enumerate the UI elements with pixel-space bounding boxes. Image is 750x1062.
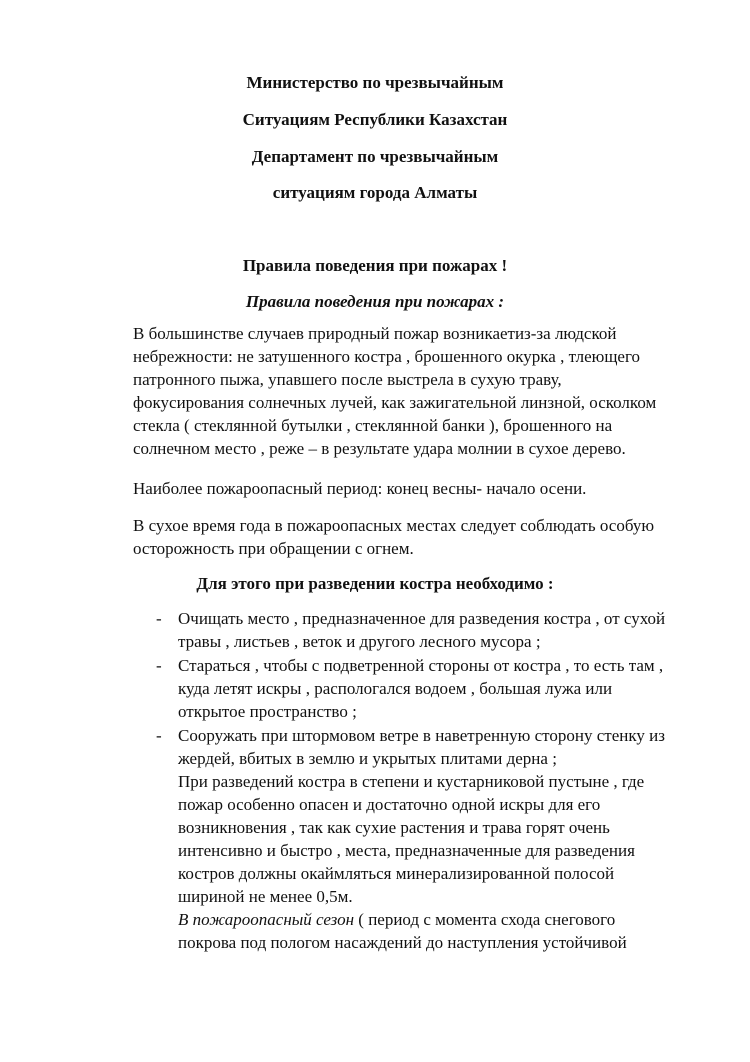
continuation-line: шириной не менее 0,5м. <box>178 887 353 906</box>
bullet-line: Стараться , чтобы с подветренной стороны от костра , то есть там , <box>178 656 664 675</box>
paragraph-1-line: патронного пыжа, упавшего после выстрела в сухую траву, <box>133 370 562 389</box>
section-heading: Для этого при разведении костра необходимо : <box>196 574 554 593</box>
paragraph-3-line: В сухое время года в пожароопасных местах следует соблюдать особую <box>133 516 655 535</box>
header-line-1: Министерство по чрезвычайным <box>246 73 504 92</box>
paragraph-1-line: небрежности: не затушенного костра , брошенного окурка , тлеющего <box>133 347 641 366</box>
season-line-2: покрова под пологом насаждений до наступления устойчивой <box>178 933 627 952</box>
paragraph-3 <box>133 514 693 560</box>
continuation-line: пожар особенно опасен и достаточно одной искры для его <box>178 795 601 814</box>
season-italic-text: В пожароопасный сезон <box>178 910 355 929</box>
bullet-line: жердей, вбитых в землю и укрытых плитами дерна ; <box>178 749 557 768</box>
bullet-item <box>178 724 698 770</box>
paragraph-3-line: осторожность при обращении с огнем. <box>133 539 414 558</box>
page-subtitle: Правила поведения при пожарах : <box>245 292 505 311</box>
header-line-3: Департамент по чрезвычайным <box>251 147 499 166</box>
bullet-line: открытое пространство ; <box>178 702 357 721</box>
paragraph-1-line: солнечном место , реже – в результате удара молнии в сухое дерево. <box>133 439 626 458</box>
continuation-line: костров должны окаймляться минерализированной полосой <box>178 864 615 883</box>
bullet-line: Сооружать при штормовом ветре в наветренную сторону стенку из <box>178 726 665 745</box>
bullet-item <box>178 607 698 653</box>
paragraph-2-line: Наиболее пожароопасный период: конец весны- начало осени. <box>133 479 587 498</box>
season-line-1 <box>178 908 698 931</box>
bullet-line: Очищать место , предназначенное для разведения костра , от сухой <box>178 609 666 628</box>
bullet-marker: - <box>156 609 162 628</box>
paragraph-1-line: стекла ( стеклянной бутылки , стеклянной банки ), брошенного на <box>133 416 613 435</box>
continuation-paragraph <box>178 770 698 954</box>
season-rest-text: ( период с момента схода снегового <box>354 910 616 929</box>
paragraph-1-line: В большинстве случаев природный пожар возникаетиз-за людской <box>133 324 617 343</box>
continuation-line: При разведений костра в степени и кустарниковой пустыне , где <box>178 772 645 791</box>
bullet-item <box>178 654 698 723</box>
paragraph-1-line: фокусирования солнечных лучей, как зажигательной линзной, осколком <box>133 393 657 412</box>
bullet-marker: - <box>156 726 162 745</box>
continuation-line: интенсивно и быстро , места, предназначенные для разведения <box>178 841 635 860</box>
header-line-4: ситуациям города Алматы <box>272 183 478 202</box>
bullet-line: травы , листьев , веток и другого лесного мусора ; <box>178 632 541 651</box>
page-title: Правила поведения при пожарах ! <box>242 256 508 275</box>
paragraph-2 <box>133 477 693 500</box>
bullet-marker: - <box>156 656 162 675</box>
continuation-line: возникновения , так как сухие растения и трава горят очень <box>178 818 610 837</box>
bullet-line: куда летят искры , распологался водоем , большая лужа или <box>178 679 613 698</box>
header-line-2: Ситуациям Республики Казахстан <box>242 110 508 129</box>
paragraph-1 <box>133 322 693 460</box>
